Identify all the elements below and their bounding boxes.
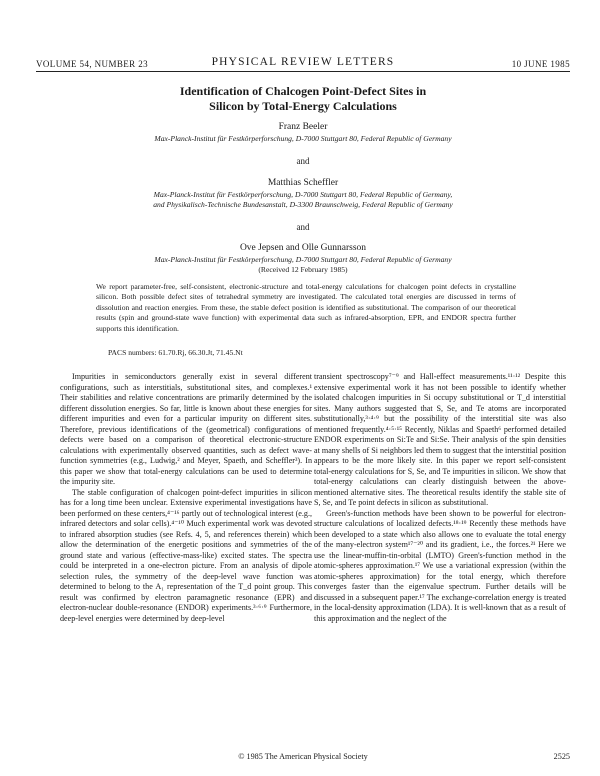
affiliation-2-line-1: Max-Planck-Institut für Festkörperforschung, D-7000 Stuttgart 80, Federal Republic of Germany, <box>153 190 453 199</box>
paragraph: Green's-function methods have been shown to be powerful for electron-structure calculations of localized defects.¹⁸·¹⁹ Recently these methods have been developed to a state which also allows one to evaluate the total energy of the many-electron system¹⁷⁻²⁰ and its gradient, i.e., the forces.²¹ Here we use the linear-muffin-tin-orbital (LMTO) Green's-function method in the atomic-spheres approximation.¹⁷ We use a variational expression (within the atomic-spheres approximation) for the total energy, which therefore converges faster than the eigenvalue spectrum. Further details will be discussed in a subsequent paper.¹⁷ The exchange-correlation energy is treated in the local-density approximation (LDA). It is well-known that as a result of this approximation and the neglect of the <box>314 508 566 623</box>
right-column <box>314 372 566 624</box>
pacs-numbers: PACS numbers: 61.70.Rj, 66.30.Jt, 71.45.Nt <box>108 348 243 357</box>
title-line-1: Identification of Chalcogen Point-Defect Sites in <box>179 84 427 98</box>
affiliation-3: Max-Planck-Institut für Festkörperforschung, D-7000 Stuttgart 80, Federal Republic of Germany <box>154 255 452 264</box>
volume-number: VOLUME 54, NUMBER 23 <box>36 59 149 69</box>
affiliation-1: Max-Planck-Institut für Festkörperforschung, D-7000 Stuttgart 80, Federal Republic of Germany <box>154 134 452 143</box>
issue-date: 10 JUNE 1985 <box>511 59 570 69</box>
abstract: We report parameter-free, self-consistent, electronic-structure and total-energy calculations for chalcogen point defects in crystalline silicon. Both possible defect sites of tetrahedral symmetry are investigated. The calculated total energies are discussed in terms of dissolution and reaction energies. From these, the stable defect position is identified as substitutional. The comparison of our theoretical results (spin and ground-state wave function) with experimental data such as infrared-absorption, EPR, and ENDOR spectra further supports this identification. <box>96 282 516 333</box>
affiliation-2-line-2: and Physikalisch-Technische Bundesanstalt, D-3300 Braunschweig, Federal Republic of Germany <box>153 200 453 209</box>
paragraph: The stable configuration of chalcogen point-defect impurities in silicon has for a long time been unclear. Extensive experimental investigations have been performed on these centers,⁴⁻¹⁶ partly out of technological interest (e.g., infrared detectors and solar cells).⁴⁻¹⁰ Much experimental work was devoted to infrared absorption studies (see Refs. 4, 5, and references therein) which allow the determination of the energetic positions and symmetries of the ground state and various (effective-mass-like) excited states. The spectra could be interpreted in a one-electron picture. From an analysis of dipole selection rules, the symmetry of the deep-level wave function was determined to belong to the A₁ representation of the T_d point group. This result was confirmed by electron paramagnetic resonance (EPR) and electron-nuclear double-resonance (ENDOR) experiments.³·⁶·⁹ Furthermore, deep-level energies were determined by deep-level <box>60 487 312 623</box>
paragraph: transient spectroscopy⁷⁻⁹ and Hall-effect measurements.¹¹·¹² Despite this extensive experimental work it has not been possible to identify whether isolated chalcogen impurities in Si occupy substitutional or T_d interstitial sites. Many authors suggested that S, Se, and Te atoms are incorporated substitutionally,³·⁴·⁹ but the possibility of the interstitial site was also mentioned frequently.⁴·⁵·¹⁵ Recently, Niklas and Spaeth⁶ performed detailed ENDOR experiments on Si:Te and Si:Se. Their analysis of the spin densities at many shells of Si neighbors led them to suggest that the interstitial position appears to be the more likely site. In this paper we report self-consistent total-energy calculations for S, Se, and Te impurities in silicon. We show that total-energy calculations can clearly distinguish between the above-mentioned alternative sites. The theoretical results identify the stable site of S, Se, and Te point defects in silicon as substitutional. <box>314 372 566 507</box>
affiliation-2 <box>60 190 546 210</box>
header-rule <box>36 71 570 72</box>
left-column <box>60 372 312 624</box>
page-number: 2525 <box>553 752 570 761</box>
journal-name: PHYSICAL REVIEW LETTERS <box>211 56 395 68</box>
and-separator-2: and <box>296 222 310 232</box>
received-date: (Received 12 February 1985) <box>258 265 348 274</box>
author-2: Matthias Scheffler <box>267 178 339 188</box>
paragraph: Impurities in semiconductors generally exist in several different configurations, such as interstitials, substitutional sites, and complexes.¹ Their stabilities and relative concentrations are primarily determined by the different dissolution energies. So far, little is known about these energies for different impurities and even for a particular impurity on different sites. Therefore, previous identifications of the (geometrical) configurations of defects were based on a comparison of theoretical electronic-structure calculations with experimentally observed quantities, such as defect wave-function symmetries (e.g., Ludwig,² and Meyer, Spaeth, and Scheffler³). In this paper we show that total-energy calculations can be used to determine the impurity site. <box>60 372 312 486</box>
author-1: Franz Beeler <box>278 122 328 132</box>
and-separator-1: and <box>296 156 310 166</box>
article-title <box>36 84 570 114</box>
copyright-notice: © 1985 The American Physical Society <box>238 752 368 761</box>
author-3: Ove Jepsen and Olle Gunnarsson <box>239 243 367 253</box>
title-line-2: Silicon by Total-Energy Calculations <box>209 99 397 113</box>
